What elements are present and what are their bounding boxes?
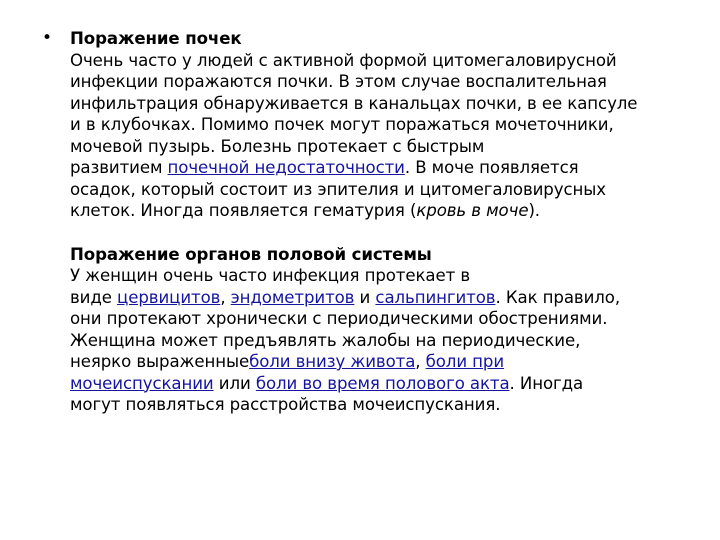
text-run: или: [213, 373, 256, 393]
text-run: виде: [70, 287, 118, 307]
paragraph-line: и в клубочках. Помимо почек могут поражаться мочеточники,: [70, 115, 614, 134]
text-run: клеток. Иногда появляется гематурия (: [70, 201, 417, 220]
text-run: и: [354, 287, 376, 307]
text-run: . Иногда: [509, 373, 584, 393]
section-heading-kidney: Поражение почек: [70, 29, 242, 48]
text-run: ).: [528, 201, 540, 220]
paragraph-line: Очень часто у людей с активной формой цитомегаловирусной: [70, 50, 617, 70]
paragraph-line: [70, 351, 710, 373]
paragraph-line: [70, 373, 710, 395]
text-run: ,: [220, 287, 231, 307]
text-run: . В моче появляется: [404, 158, 579, 177]
section-heading-reproductive: Поражение органов половой системы: [70, 244, 432, 264]
link-endometritis[interactable]: эндометритов: [230, 287, 355, 307]
link-renal-failure[interactable]: почечной недостаточности: [167, 158, 405, 177]
paragraph-line: инфильтрация обнаруживается в канальцах почки, в ее капсуле: [70, 93, 638, 113]
paragraph-line: могут появляться расстройства мочеиспускания.: [70, 395, 501, 414]
paragraph-line: мочевой пузырь. Болезнь протекает с быстрым: [70, 136, 485, 156]
emphasis-text: кровь в моче: [416, 201, 529, 220]
bullet-marker: •: [42, 28, 53, 48]
paragraph-line: У женщин очень часто инфекция протекает в: [70, 266, 471, 285]
link-lower-abdominal-pain[interactable]: боли внизу живота: [249, 352, 416, 371]
text-run: ,: [415, 352, 426, 371]
slide-body: [70, 28, 710, 416]
paragraph-line: осадок, который состоит из эпителия и цитомегаловирусных: [70, 179, 606, 199]
paragraph-gap: [70, 222, 710, 244]
link-pain-urination-cont[interactable]: мочеиспускании: [70, 373, 214, 393]
text-run: . Как правило,: [495, 287, 621, 307]
paragraph-line: они протекают хронически с периодическими обострениями.: [70, 309, 608, 328]
paragraph-line: [70, 157, 710, 179]
link-cervicitis[interactable]: цервицитов: [117, 287, 221, 307]
link-pain-intercourse[interactable]: боли во время полового акта: [255, 373, 510, 393]
text-run: развитием: [70, 158, 168, 177]
text-run: неярко выраженные: [70, 352, 250, 371]
link-pain-urination[interactable]: боли при: [425, 352, 505, 371]
paragraph-line: [70, 287, 710, 309]
paragraph-line: инфекции поражаются почки. В этом случае воспалительная: [70, 72, 607, 91]
paragraph-line: [70, 200, 710, 222]
link-salpingitis[interactable]: сальпингитов: [375, 287, 496, 307]
paragraph-line: Женщина может предъявлять жалобы на периодические,: [70, 330, 581, 350]
